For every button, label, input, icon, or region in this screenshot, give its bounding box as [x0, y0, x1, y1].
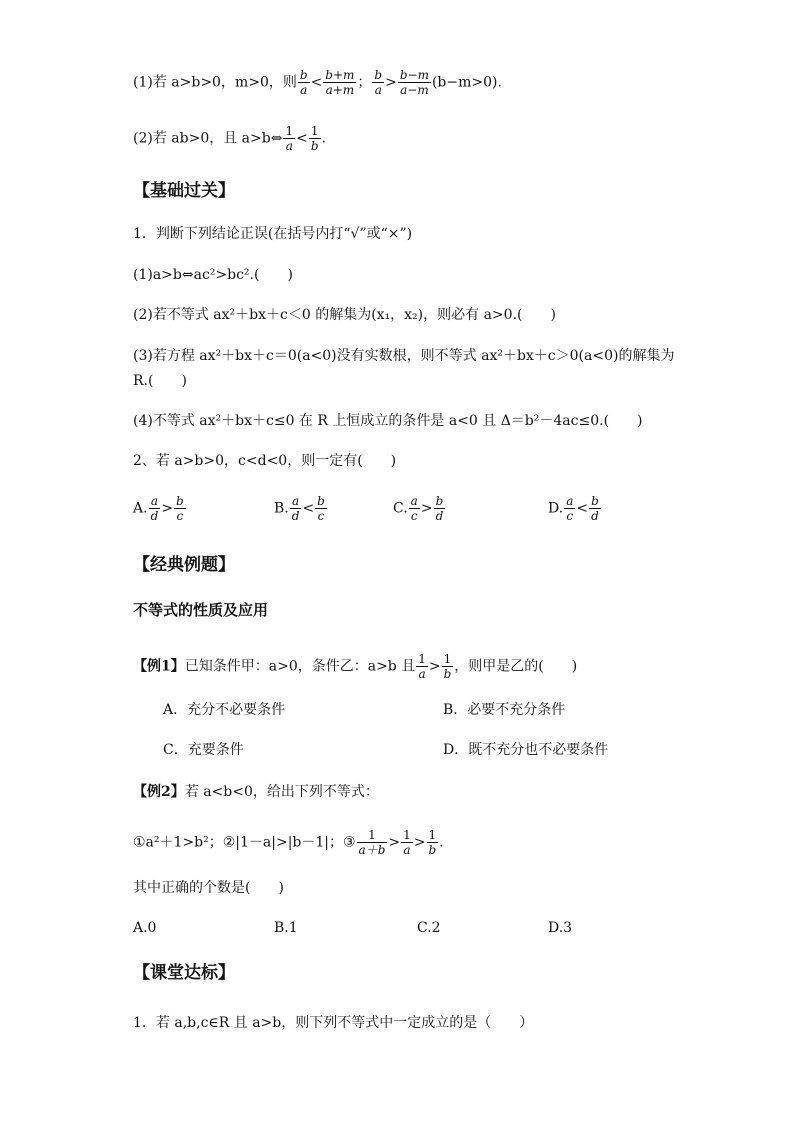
example-2-option-c: C.2 [417, 920, 441, 936]
question-2-option-c: C. $\frac{a}{c}$ > $\frac{b}{d}$ [393, 494, 444, 523]
question-2-option-a: A. $\frac{a}{d}$ > $\frac{b}{c}$ [133, 494, 184, 523]
section-heading-classwork: 【课堂达标】 [133, 963, 235, 983]
example-1-stem: 【例1】已知条件甲：a>0，条件乙：a>b 且 $\frac{1}{a}$ > $\frac{1}{b}$ ，则甲是乙的( ) [133, 652, 578, 681]
question-2-option-b: B. $\frac{a}{d}$ < $\frac{b}{c}$ [274, 494, 325, 523]
example-2-option-b: B.1 [274, 920, 298, 936]
fraction: $\frac{b}{a}$ [299, 68, 308, 97]
classwork-question-1: 1．若 a,b,c∈R 且 a>b，则下列不等式中一定成立的是（ ） [133, 1015, 534, 1031]
section-heading-basic: 【基础过关】 [133, 181, 235, 201]
example-1-option-d: D．既不充分也不必要条件 [443, 742, 609, 758]
fraction: $\frac{b-m}{a-m}$ [399, 68, 429, 97]
question-1-title: 1．判断下列结论正误(在括号内打“√”或“×”) [133, 226, 413, 242]
example-1-option-a: A．充分不必要条件 [163, 702, 286, 718]
example-2-option-d: D.3 [548, 920, 573, 936]
question-1-item-3-cont: R.( ) [133, 373, 187, 389]
example-2-stem: 【例2】若 a<b<0，给出下列不等式： [133, 784, 379, 800]
example-2-option-a: A.0 [133, 920, 157, 936]
topic-heading: 不等式的性质及应用 [133, 601, 269, 619]
property-2: (2)若 ab>0，且 a>b⇔ $\frac{1}{a}$ < $\frac{1}{b}$ . [133, 124, 326, 153]
fraction: $\frac{1}{b}$ [310, 124, 319, 153]
fraction: $\frac{b+m}{a+m}$ [325, 68, 355, 97]
question-1-item-1: (1)a>b⇔ac²>bc².( ) [133, 267, 293, 283]
fraction: $\frac{1}{a}$ [285, 124, 294, 153]
question-1-item-4: (4)不等式 ax²＋bx＋c≤0 在 R 上恒成立的条件是 a<0 且 Δ＝b²－4ac≤0.( ) [133, 413, 643, 429]
question-2-stem: 2、若 a>b>0，c<d<0，则一定有( ) [133, 453, 397, 469]
question-1-item-3: (3)若方程 ax²＋bx＋c＝0(a<0)没有实数根，则不等式 ax²＋bx＋c＞0(a<0)的解集为 [133, 348, 675, 364]
property-1: (1)若 a>b>0，m>0，则 $\frac{b}{a}$ < $\frac{b+m}{a+m}$ ； $\frac{b}{a}$ > $\frac{b-m}{a-m}$ (b−m>0). [133, 68, 502, 97]
question-1-item-2: (2)若不等式 ax²＋bx＋c＜0 的解集为(x₁，x₂)，则必有 a>0.( ) [133, 307, 556, 323]
example-2-items: ①a²＋1>b²；②|1－a|>|b－1|；③ $\frac{1}{a+b}$ > $\frac{1}{a}$ > $\frac{1}{b}$ . [133, 828, 444, 857]
example-2-question: 其中正确的个数是( ) [133, 880, 284, 896]
fraction: $\frac{b}{a}$ [374, 68, 383, 97]
example-1-option-b: B．必要不充分条件 [443, 702, 566, 718]
section-heading-examples: 【经典例题】 [133, 555, 235, 575]
question-2-option-d: D. $\frac{a}{c}$ < $\frac{b}{d}$ [548, 494, 599, 523]
example-1-option-c: C．充要条件 [163, 742, 244, 758]
